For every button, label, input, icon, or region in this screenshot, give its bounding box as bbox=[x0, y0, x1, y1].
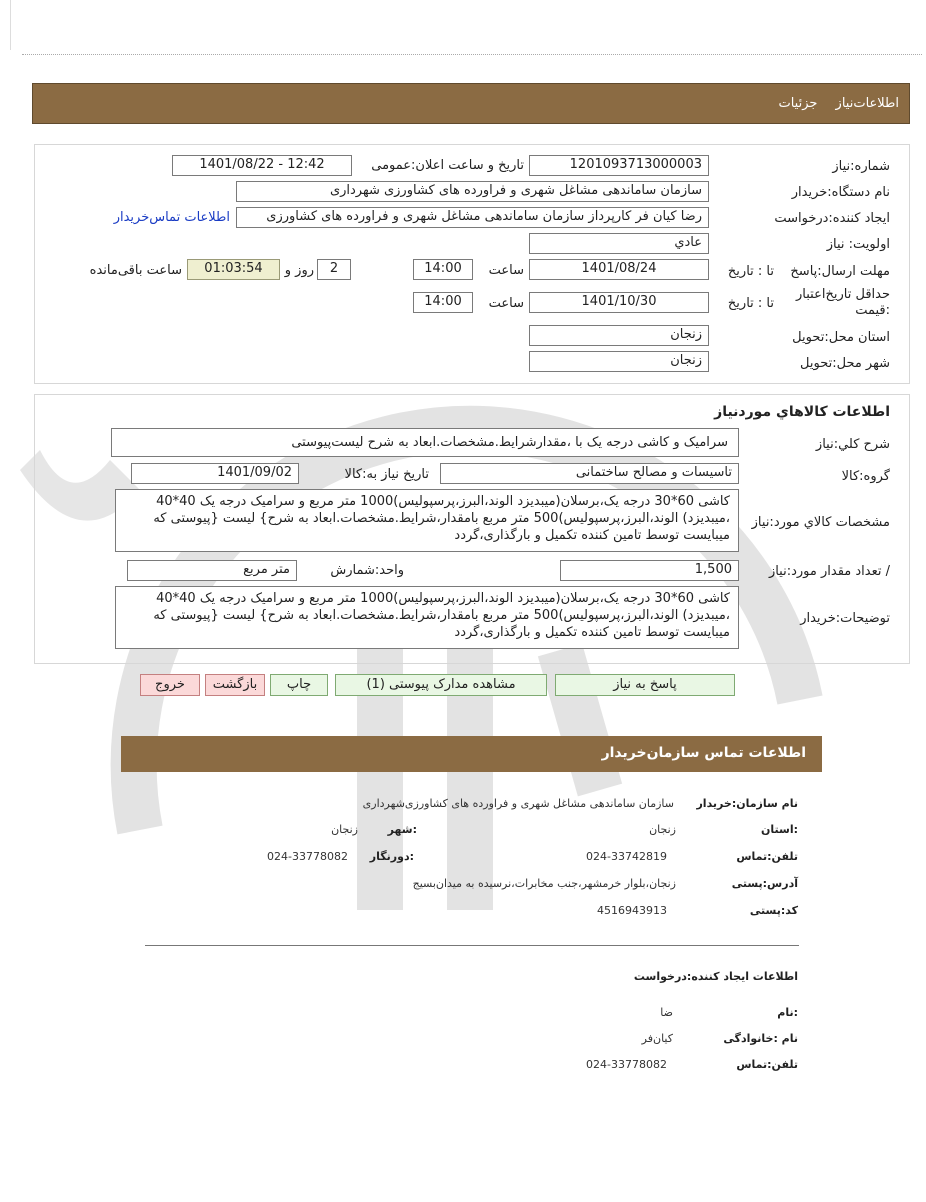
deadline-to-date-label: تا : تاریخ bbox=[727, 264, 774, 279]
contact-fax-label: :دورنگار bbox=[369, 850, 414, 863]
buyer-notes-field: کاشی 60*30 درجه یک،برسلان(میبدیزد الوند،البرز،پرسپولیس)1000 متر مربع و سرامیک درجه یک 40*40 ،میبدیزد) الوند،البرز،پرسپولیس)500 متر مربع بامقدار،شرایط.مشخصات.ابعاد به شرح} لیست {پیوستی که میبایست توسط تامین کننده تکمیل و بارگذاری،گردد bbox=[115, 586, 739, 649]
goods-desc-field: سرامیک و کاشی درجه یک با ،مقدارشرایط.مشخصات.ابعاد به شرح لیست‌پیوستی bbox=[111, 428, 739, 457]
buyer-org-field: سازمان ساماندهی مشاغل شهری و فراورده های کشاورزی شهرداری bbox=[236, 181, 709, 202]
validity-time-label: ساعت bbox=[488, 296, 524, 311]
contact-divider bbox=[145, 945, 799, 946]
requester-title: اطلاعات ایجاد کننده:درخواست bbox=[633, 970, 798, 983]
goods-need-date-label: تاریخ نیاز به:کالا bbox=[344, 467, 429, 482]
creator-label: ایجاد کننده:درخواست bbox=[774, 211, 890, 226]
contact-phone-label: تلفن:تماس bbox=[736, 850, 798, 863]
need-number-field: 1201093713000003 bbox=[529, 155, 709, 176]
goods-group-label: گروه:کالا bbox=[841, 469, 890, 484]
goods-section-title: اطلاعات کالاهاي موردنياز bbox=[714, 404, 890, 420]
buyer-org-label: نام دستگاه:خریدار bbox=[791, 185, 890, 200]
announce-date-field: 1401/08/22 - 12:42 bbox=[172, 155, 352, 176]
goods-specs-label: مشخصات کالاي مورد:نياز bbox=[751, 515, 890, 530]
delivery-city-label: شهر محل:تحویل bbox=[800, 356, 890, 371]
deadline-time-label: ساعت bbox=[488, 263, 524, 278]
validity-label-line1: حداقل تاریخ‌اعتبار bbox=[796, 287, 890, 302]
requester-name-label: :نام bbox=[777, 1006, 798, 1019]
contact-address-label: آدرس:پستی bbox=[731, 877, 798, 890]
contact-postal-label: کد:پستی bbox=[749, 904, 798, 917]
buyer-contact-title: اطلاعات تماس سازمان‌خریدار bbox=[601, 745, 806, 761]
tab-need-info[interactable]: اطلاعات‌نیاز bbox=[835, 96, 899, 111]
deadline-label: مهلت ارسال:پاسخ bbox=[790, 264, 890, 279]
goods-group-field: تاسیسات و مصالح ساختمانی bbox=[440, 463, 739, 484]
contact-org-value: سازمان ساماندهی مشاغل شهری و فراورده های کشاورزی‌شهرداری bbox=[362, 797, 674, 810]
goods-need-date-field: 1401/09/02 bbox=[131, 463, 299, 484]
goods-unit-field: متر مربع bbox=[127, 560, 297, 581]
contact-phone-value: 024-33742819 bbox=[586, 850, 667, 863]
buyer-contact-header bbox=[121, 736, 822, 772]
contact-fax-value: 024-33778082 bbox=[267, 850, 348, 863]
time-remaining-label: ساعت باقی‌مانده bbox=[89, 263, 182, 278]
reply-button[interactable]: پاسخ به نیاز bbox=[555, 674, 735, 696]
deadline-date-field: 1401/08/24 bbox=[529, 259, 709, 280]
validity-time-field: 14:00 bbox=[413, 292, 473, 313]
goods-unit-label: واحد:شمارش bbox=[330, 563, 404, 578]
contact-address-value: زنجان،بلوار خرمشهر،جنب مخابرات،نرسیده به میدان‌بسیج bbox=[412, 877, 676, 890]
requester-family-value: کیان‌فر bbox=[641, 1032, 673, 1045]
back-button[interactable]: بازگشت bbox=[205, 674, 265, 696]
delivery-province-field: زنجان bbox=[529, 325, 709, 346]
contact-city-label: :شهر bbox=[387, 823, 417, 836]
requester-family-label: نام :خانوادگی bbox=[723, 1032, 798, 1045]
validity-to-date-label: تا : تاریخ bbox=[727, 296, 774, 311]
print-button[interactable]: چاپ bbox=[270, 674, 328, 696]
goods-qty-label: / تعداد مقدار مورد:نياز bbox=[768, 564, 890, 579]
view-attachments-button[interactable]: مشاهده مدارک پیوستی (1) bbox=[335, 674, 547, 696]
time-remaining-field: 01:03:54 bbox=[187, 259, 280, 280]
page-edge-line bbox=[10, 0, 11, 50]
buyer-notes-label: توضیحات:خریدار bbox=[800, 611, 890, 626]
deadline-time-field: 14:00 bbox=[413, 259, 473, 280]
days-label: روز و bbox=[284, 263, 314, 278]
requester-phone-label: تلفن:تماس bbox=[736, 1058, 798, 1071]
goods-qty-field: 1,500 bbox=[560, 560, 739, 581]
tab-details[interactable]: جزئیات bbox=[778, 96, 818, 111]
header-bar bbox=[32, 83, 910, 124]
contact-postal-value: 4516943913 bbox=[597, 904, 667, 917]
exit-button[interactable]: خروج bbox=[140, 674, 200, 696]
goods-specs-field: کاشی 60*30 درجه یک،برسلان(میبدیزد الوند،البرز،پرسپولیس)1000 متر مربع و سرامیک درجه یک 40*40 ،میبدیزد) الوند،البرز،پرسپولیس)500 متر مربع بامقدار،شرایط.مشخصات.ابعاد به شرح} لیست {پیوستی که میبایست توسط تامین کننده تکمیل و بارگذاری،گردد bbox=[115, 489, 739, 552]
validity-date-field: 1401/10/30 bbox=[529, 292, 709, 313]
contact-city-value: زنجان bbox=[331, 823, 358, 836]
requester-name-value: ضا bbox=[660, 1006, 673, 1019]
days-remaining-field: 2 bbox=[317, 259, 351, 280]
requester-phone-value: 024-33778082 bbox=[586, 1058, 667, 1071]
delivery-city-field: زنجان bbox=[529, 351, 709, 372]
need-number-label: شماره:نیاز bbox=[832, 159, 890, 174]
contact-province-value: زنجان bbox=[649, 823, 676, 836]
priority-field: عادي bbox=[529, 233, 709, 254]
top-divider bbox=[22, 54, 922, 55]
validity-label-line2: :قیمت bbox=[855, 303, 890, 318]
delivery-province-label: استان محل:تحویل bbox=[792, 330, 890, 345]
announce-date-label: تاریخ و ساعت اعلان:عمومی bbox=[371, 158, 524, 173]
creator-field: رضا کیان فر کارپرداز سازمان ساماندهی مشاغل شهری و فراورده های کشاورزی bbox=[236, 207, 709, 228]
contact-province-label: :استان bbox=[761, 823, 798, 836]
buyer-contact-link[interactable]: اطلاعات تماس‌خریدار bbox=[113, 210, 230, 225]
goods-desc-label: شرح کلي:نياز bbox=[815, 437, 890, 452]
priority-label: اولویت: نیاز bbox=[826, 237, 890, 252]
contact-org-label: نام سازمان:خریدار bbox=[696, 797, 798, 810]
